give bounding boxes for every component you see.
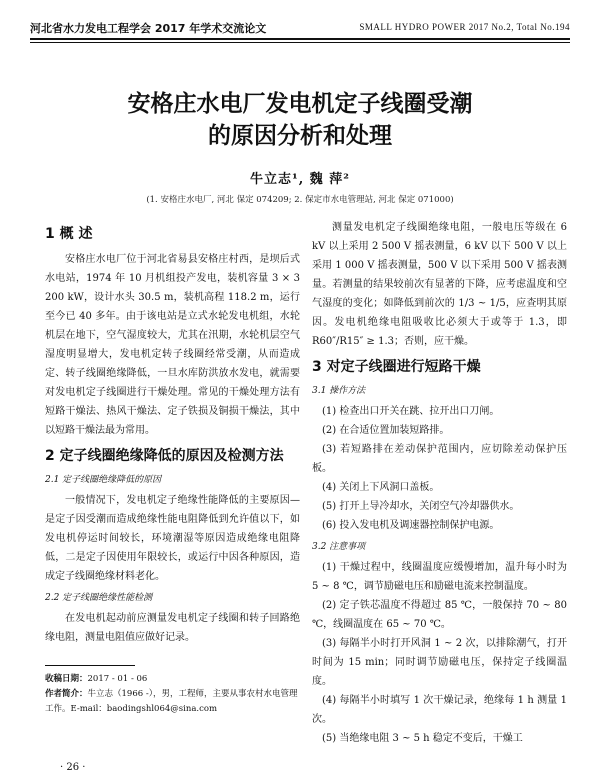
footnote-received-date: 2017 - 01 - 06 [87, 674, 148, 684]
section-2-1-title: 2.1 定子线圈绝缘降低的原因 [45, 475, 162, 485]
list-item: (5) 当绝缘电阻 3 ~ 5 h 稳定不变后，干燥工 [322, 733, 523, 744]
list-item: (5) 打开上导冷却水，关闭空气冷却器供水。 [322, 501, 520, 512]
section-1-title: 1 概 述 [45, 226, 93, 242]
right-column [312, 218, 567, 748]
page-number: · 26 · [60, 762, 86, 773]
header-rule-thin [30, 42, 570, 43]
footnote-received-label: 收稿日期： [45, 674, 88, 684]
footnote-rule [45, 665, 135, 666]
measurement-paragraph: 测量发电机定子线圈绝缘电阻，一般电压等级在 6 kV 以上采用 2 500 V 摇表测量，6 kV 以下 500 V 以上采用 1 000 V 摇表测量，500 V 以下采用 500 V 摇表测量。若测量的结果较前次有显著的下降，应考虑温度和空气湿度的变化；如降低到前次的 1/3 ~ 1/5，应查明其原因。发电机绝缘电阻吸收比必须大于或等于 1.3，即 R60″/R15″ ≥ 1.3；否则，应干燥。 [312, 222, 567, 347]
header-rule [30, 38, 570, 40]
section-3-title: 3 对定子线圈进行短路干燥 [312, 359, 481, 375]
list-item: (3) 每隔半小时打开风洞 1 ~ 2 次，以排除潮气，打开时间为 15 min；同时调节励磁电压，保持定子线圈温度。 [312, 638, 567, 687]
list-item: (6) 投入发电机及调速器控制保护电源。 [322, 520, 500, 531]
footnote-received [45, 672, 300, 687]
section-2-1-paragraph: 一般情况下，发电机定子绝缘性能降低的主要原因—是定子因受潮而造成绝缘性能电阻降低到允许值以下，如发电机停运时间较长，环境潮湿等原因造成绝缘电阻降低，二是定子因使用年限较长，或运行中因各种原因，造成定子线圈绝缘材料老化。 [45, 495, 300, 582]
list-item: (4) 每隔半小时填写 1 次干燥记录，绝缘每 1 h 测量 1 次。 [312, 695, 567, 725]
left-column [45, 218, 300, 717]
paper-title-line2: 的原因分析和处理 [208, 123, 392, 149]
section-2-2-paragraph: 在发电机起动前应测量发电机定子线圈和转子回路绝缘电阻，测量电阻值应做好记录。 [45, 613, 300, 643]
header-journal-right: SMALL HYDRO POWER 2017 No.2, Total No.194 [359, 22, 570, 32]
list-item: (3) 若短路排在差动保护范围内，应切除差动保护压板。 [312, 444, 567, 474]
authors: 牛立志¹, 魏 萍² [250, 172, 350, 187]
list-item: (2) 在合适位置加装短路排。 [322, 425, 450, 436]
footnote-author-bio: 牛立志（1966 -），男，工程师，主要从事农村水电管理工作。E-mail：baodingshl064@sina.com [45, 689, 298, 714]
section-2-2-title: 2.2 定子线圈绝缘性能检测 [45, 593, 153, 603]
section-3-2-title: 3.2 注意事项 [312, 542, 366, 552]
footnote-author-label: 作者简介： [45, 689, 88, 699]
list-item: (4) 关闭上下风洞口盖板。 [322, 482, 440, 493]
list-item: (2) 定子铁芯温度不得超过 85 ℃，一般保持 70 ~ 80 ℃，线圈温度在 65 ~ 70 ℃。 [312, 600, 567, 630]
section-3-1-title: 3.1 操作方法 [312, 386, 366, 396]
header-journal-left: 河北省水力发电工程学会 2017 年学术交流论文 [30, 22, 267, 35]
paper-title-line1: 安格庄水电厂发电机定子线圈受潮 [127, 91, 473, 117]
list-item: (1) 检查出口开关在跳、拉开出口刀闸。 [322, 406, 500, 417]
affiliation: (1. 安格庄水电厂, 河北 保定 074209; 2. 保定市水电管理站, 河北 保定 071000) [146, 195, 454, 205]
running-header [30, 18, 570, 38]
footnote-author [45, 687, 300, 717]
list-item: (1) 干燥过程中，线圈温度应缓慢增加，温升每小时为 5 ~ 8 ℃，调节励磁电压和励磁电流来控制温度。 [312, 562, 567, 592]
section-1-paragraph: 安格庄水电厂位于河北省易县安格庄村西，是坝后式水电站，1974 年 10 月机组投产发电，装机容量 3 × 3 200 kW，设计水头 30.5 m，装机高程 118.2 m，运行至今已 40 多年。由于该电站是立式水轮发电机组，水轮机层在地下，空气湿度较大，尤其在汛期，水轮机层空气湿度明显增大，发电机定转子线圈经常受潮，从而造成定、转子线圈绝缘降低，一旦水库防洪放水发电，就需要对发电机定子线圈进行干燥处理。常见的干燥处理方法有短路干燥法、热风干燥法、定子铁损及铜损干燥法，其中以短路干燥法最为常用。 [45, 254, 300, 436]
section-2-title: 2 定子线圈绝缘降低的原因及检测方法 [45, 448, 284, 464]
